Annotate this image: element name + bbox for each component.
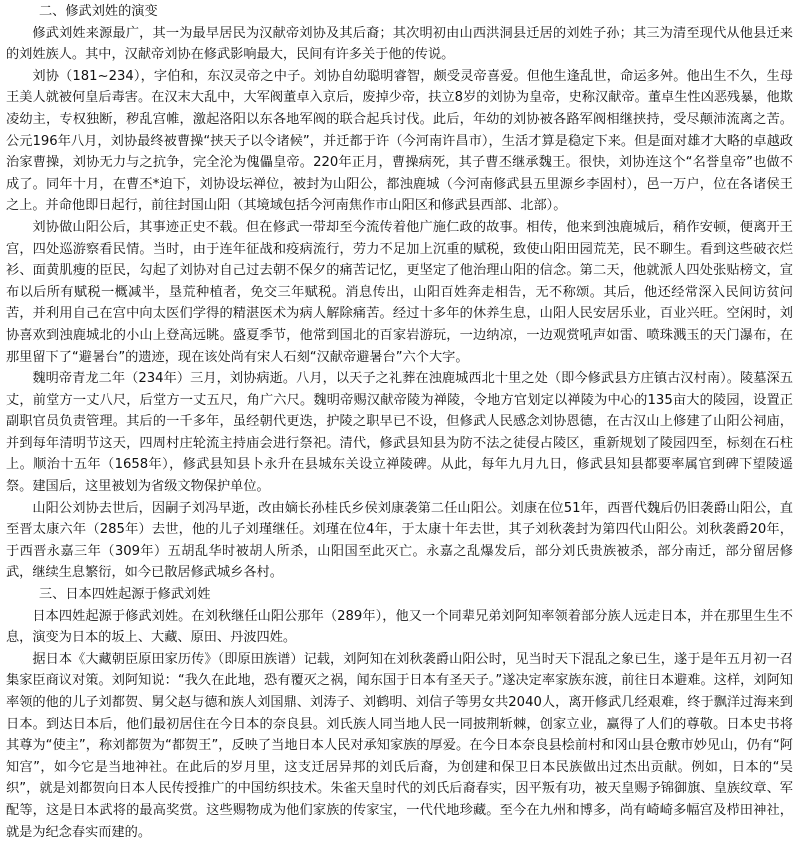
paragraph-shanyang-governance: 刘协做山阳公后，其事迹正史不载。但在修武一带却至今流传着他广施仁政的故事。相传，他来到浊鹿城后，稍作安顿，便离开王宫，四处巡游察看民情。当时，由于连年征战和疫病流行，劳力不足加上沉重的赋税，致使山阳田园荒芜，民不聊生。看到这些破衣烂衫、面黄肌瘦的臣民，勾起了刘协对自己过去朝不保夕的痛苦记忆，更坚定了他治理山阳的信念。第二天，他就派人四处张贴榜文，宣布以后所有赋税一概减半，垦荒种植者，免交三年赋税。消息传出，山阳百姓奔走相告，无不称颂。其后，他还经常深入民间访贫问苦，并利用自己在宫中向太医们学得的精湛医术为病人解除痛苦。经过十多年的休养生息，山阳人民安居乐业，百业兴旺。空闲时，刘协喜欢到浊鹿城北的小山上登高远眺。盛夏季节，他常到国北的百家岩游玩，一边纳凉，一边观赏吼声如雷、喷珠溅玉的天门瀑布，在那里留下了“避暑台”的遗迹，现在该处尚有宋人石刻“汉献帝避暑台”六个大字。 <box>6 219 793 365</box>
paragraph-japan-history: 据日本《大藏朝臣原田家历传》（即原田族谱）记载，刘阿知在刘秋袭爵山阳公时，见当时天下混乱之象已生，遂于是年五月初一召集家臣商议对策。刘阿知说：“我久在此地，恐有覆灭之祸，闻东国于日本有圣天子。”遂决定率家族东渡，前往日本避难。这样，刘阿知率领的他的儿子刘都贺、舅父赵与德和族人刘国鼎、刘涛子、刘鹤明、刘信子等男女共2040人，离开修武几经艰难，终于飘洋过海来到日本。到达日本后，他们最初居住在今日本的奈良县。刘氏族人同当地人民一同披荆斩棘，创家立业，赢得了人们的尊敬。日本史书将其尊为“使主”，称刘都贺为“都贺王”，反映了当地日本人民对承知家族的厚爱。在今日本奈良县桧前村和冈山县仓敷市妙见山，仍有“阿知宫”，如今它是当地神社。在此后的岁月里，这支迁居异邦的刘氏后裔，为创建和保卫日本民族做出过杰出贡献。例如，日本的“吴织”，就是刘都贺向日本人民传授推广的中国纺织技术。朱雀天皇时代的刘氏后裔春实，因平叛有功，被天皇赐予锦御旗、皇族纹章、军配等，这是日本武将的最高奖赏。这些赐物成为他们家族的传家宝，一代代地珍藏。至今在九州和博多，尚有崎崎多幅宫及栉田神社，就是为纪念春实而建的。 <box>6 651 793 840</box>
paragraph-successors: 山阳公刘协去世后，因嗣子刘冯早逝，改由嫡长孙桂氏乡侯刘康袭第二任山阳公。刘康在位51年，西晋代魏后仍旧袭爵山阳公，直至晋太康六年（285年）去世，他的儿子刘瑾继任。刘瑾在位4年，于太康十年去世，其子刘秋袭封为第四代山阳公。刘秋袭爵20年，于西晋永嘉三年（309年）五胡乱华时被胡人所杀，山阳国至此灭亡。永嘉之乱爆发后，部分刘氏贵族被杀，部分南迁，部分留居修武，继续生息繁衍，如今已散居修武城乡各村。 <box>6 500 793 581</box>
paragraph-japan-intro: 日本四姓起源于修武刘姓。在刘秋继任山阳公那年（289年），他又一个同辈兄弟刘阿知率领着部分族人远走日本，并在那里生生不息，演变为日本的坂上、大藏、原田、丹波四姓。 <box>6 608 793 646</box>
paragraph-liu-xie-biography: 刘协（181~234），字伯和，东汉灵帝之中子。刘协自幼聪明睿智，颇受灵帝喜爱。但他生逢乱世，命运多舛。他出生不久，生母王美人就被何皇后毒害。在汉末大乱中，大军阀董卓入京后，废掉少帝，扶立8岁的刘协为皇帝，史称汉献帝。董卓生性凶恶残暴，他欺凌幼主，专权独断，秽乱宫帷，激起洛阳以东各地军阀的联合起兵讨伐。此后，年幼的刘协被各路军阀相继挟持，受尽颠沛流离之苦。公元196年八月，刘协最终被曹操“挟天子以令诸候”，并迁都于许（今河南许昌市），生活才算是稳定下来。但是面对雄才大略的卓越政治家曹操，刘协无力与之抗争，完全沦为傀儡皇帝。220年正月，曹操病死，其子曹丕继承魏王。很快，刘协连这个“名誉皇帝”也做不成了。同年十月，在曹丕*迫下，刘协设坛禅位，被封为山阳公，都浊鹿城（今河南修武县五里源乡李固村），邑一万户，位在各诸侯王之上。并命他即日起行，前往封国山阳（其境域包括今河南焦作市山阳区和修武县西部、北部）。 <box>6 68 793 214</box>
paragraph-origins: 修武刘姓来源最广，其一为最早居民为汉献帝刘协及其后裔；其次明初由山西洪洞县迁居的刘姓子孙；其三为清至现代从他县迁来的刘姓族人。其中，汉献帝刘协在修武影响最大，民间有许多关于他的传说。 <box>6 25 793 63</box>
section-heading-japan: 三、日本四姓起源于修武刘姓 <box>39 587 211 603</box>
section-heading-evolution: 二、修武刘姓的演变 <box>39 4 158 19</box>
paragraph-death-and-tomb: 魏明帝青龙二年（234年）三月，刘协病逝。八月，以天子之礼葬在浊鹿城西北十里之处（即今修武县方庄镇古汉村南）。陵墓深五丈，前堂方一丈八尺，后堂方一丈五尺，角广六尺。魏明帝赐汉献帝陵为禅陵，令地方官划定以禅陵为中心的135亩大的陵园，设置正副职官员负责管理。其后的一千多年，虽经朝代更迭，护陵之职早已不设，但修武人民感念刘协恩德，在古汉山上修建了山阳公祠庙，并到每年清明节这天，四周村庄轮流主持庙会进行祭祀。清代，修武县知县为防不法之徒侵占陵区，重新规划了陵园四至，标刻在石柱上。顺治十五年（1658年），修武县知县卜永升在县城东关设立禅陵碑。从此，每年九月九日，修武县知县都要率属官到碑下望陵遥祭。建国后，这里被划为省级文物保护单位。 <box>6 371 793 495</box>
